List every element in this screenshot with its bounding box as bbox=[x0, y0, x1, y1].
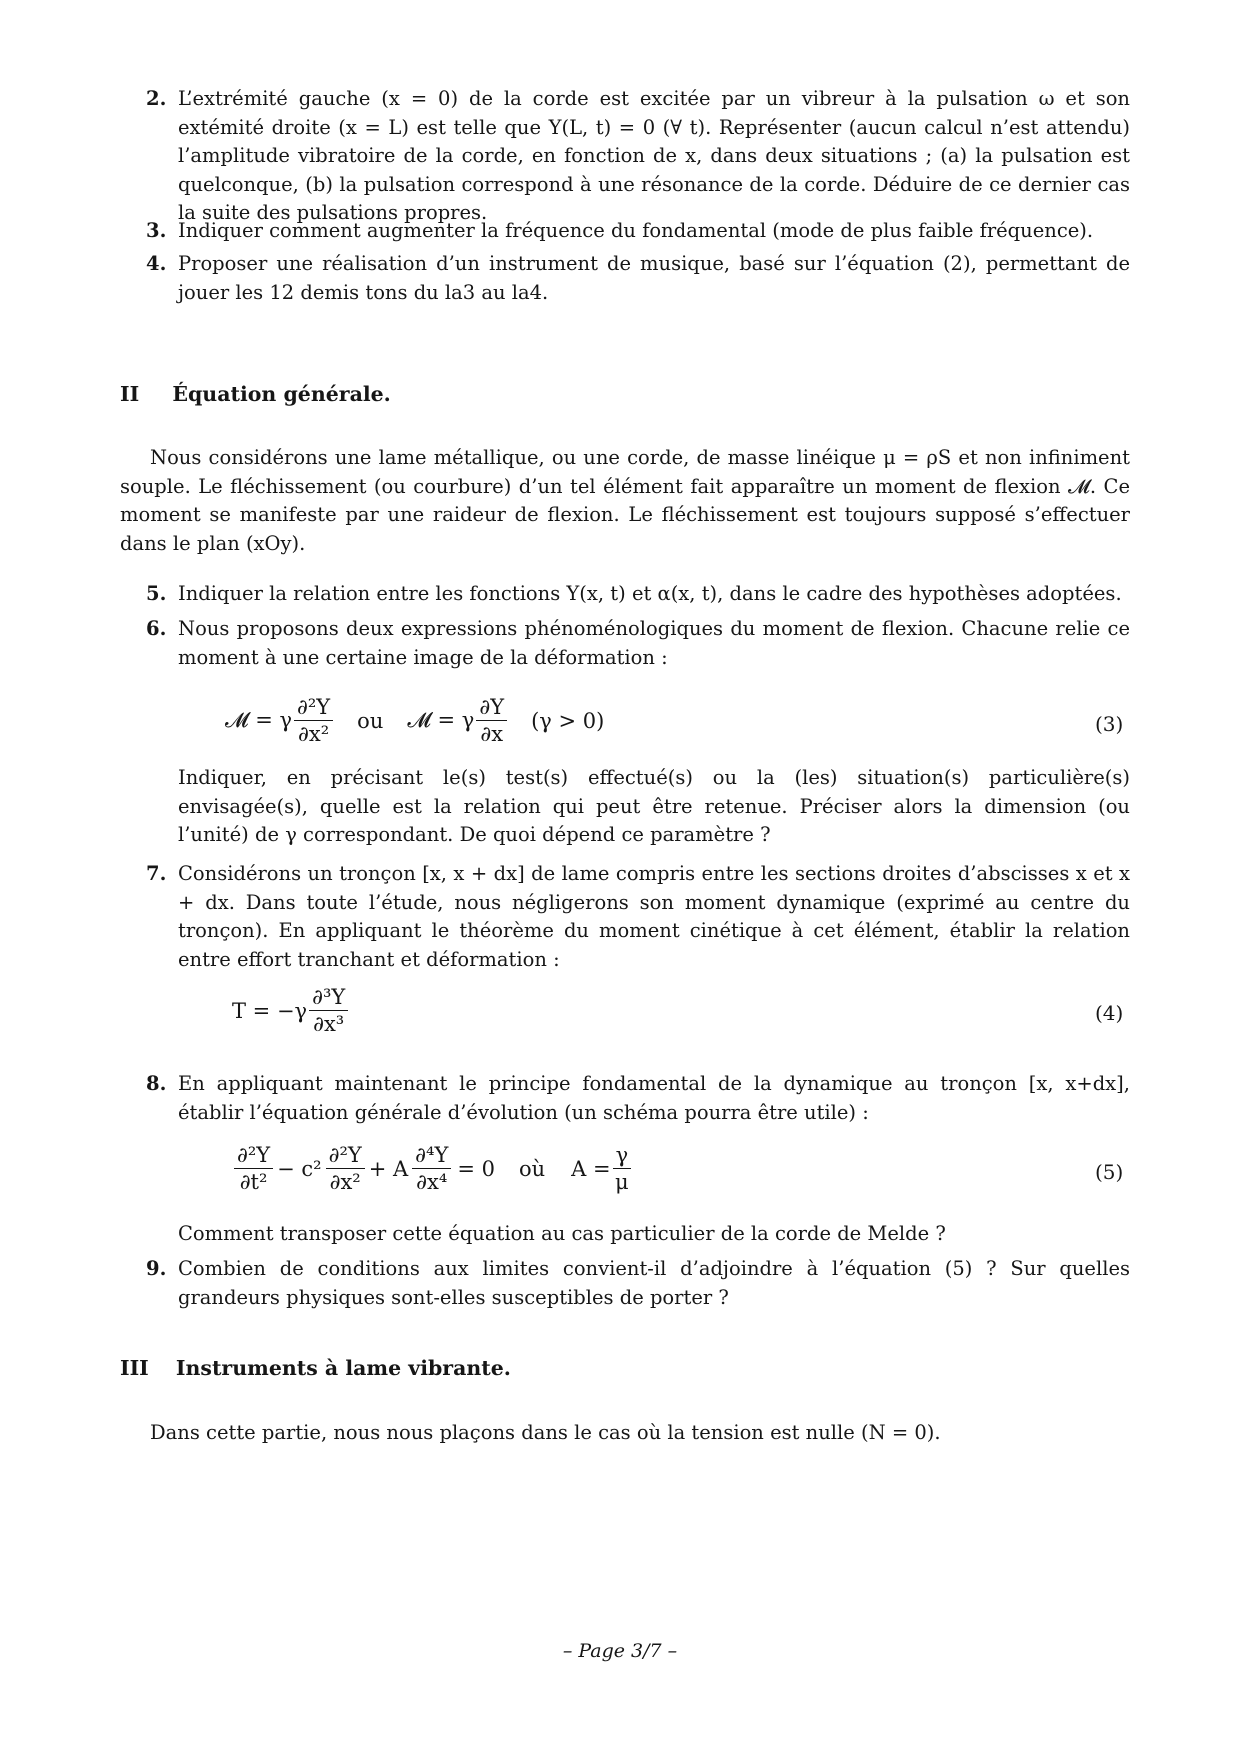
question-number: 9. bbox=[146, 1257, 167, 1280]
question-6-followup bbox=[146, 764, 1130, 850]
numerator: ∂²Y bbox=[294, 695, 333, 721]
eq-separator: ou bbox=[357, 708, 384, 733]
question-text: Indiquer comment augmenter la fréquence du fondamental (mode de plus faible fréquence). bbox=[178, 219, 1094, 242]
equation-3 bbox=[225, 695, 604, 746]
question-text: En appliquant maintenant le principe fondamental de la dynamique au tronçon [x, x+dx], établir l’équation générale d’évolution (un schéma pourra être utile) : bbox=[178, 1072, 1130, 1124]
page-footer: – Page 3/7 – bbox=[562, 1640, 678, 1662]
question-number: 4. bbox=[146, 252, 167, 275]
equation-4 bbox=[232, 985, 350, 1036]
question-number: 5. bbox=[146, 582, 167, 605]
section-number: III bbox=[120, 1356, 149, 1380]
fraction bbox=[309, 985, 348, 1036]
section-title: Instruments à lame vibrante. bbox=[175, 1356, 511, 1380]
numerator: ∂⁴Y bbox=[412, 1143, 451, 1169]
eq-operator: − c² bbox=[277, 1156, 322, 1181]
question-2 bbox=[146, 85, 1130, 228]
question-text: L’extrémité gauche (x = 0) de la corde est excitée par un vibreur à la pulsation ω et son extémité droite (x = L) est telle que Y(L, t) = 0 (∀ t). Représenter (aucun calcul n’est attendu) l’amplitude vibratoire de la corde, en fonction de x, dans deux situations ; (a) la pulsation est quelconque, (b) la pulsation correspond à une résonance de la corde. Déduire de ce dernier cas la suite des pulsations propres. bbox=[178, 87, 1130, 224]
question-text: Indiquer, en précisant le(s) test(s) effectué(s) ou la (les) situation(s) particulière(s) envisagée(s), quelle est la relation qui peut être retenue. Préciser alors la dimension (ou l’unité) de γ correspondant. De quoi dépend ce paramètre ? bbox=[178, 766, 1130, 846]
fraction bbox=[412, 1143, 451, 1194]
denominator: ∂t² bbox=[239, 1170, 268, 1194]
eq-separator: où bbox=[518, 1156, 546, 1181]
section-heading-3 bbox=[120, 1356, 511, 1380]
eq-lhs: 𝓜 = γ bbox=[225, 708, 293, 732]
question-text: Combien de conditions aux limites convient-il d’adjoindre à l’équation (5) ? Sur quelles grandeurs physiques sont-elles susceptibles de porter ? bbox=[178, 1257, 1130, 1309]
question-8-followup bbox=[146, 1220, 1130, 1249]
denominator: ∂x bbox=[480, 722, 504, 746]
question-4 bbox=[146, 250, 1130, 307]
numerator: ∂³Y bbox=[309, 985, 348, 1011]
equation-number-5: (5) bbox=[1095, 1160, 1124, 1184]
fraction bbox=[476, 695, 507, 746]
fraction bbox=[326, 1143, 365, 1194]
question-text: Nous proposons deux expressions phénoménologiques du moment de flexion. Chacune relie ce moment à une certaine image de la déformation : bbox=[178, 617, 1130, 669]
question-text: Comment transposer cette équation au cas particulier de la corde de Melde ? bbox=[178, 1222, 946, 1245]
eq-operator: + A bbox=[368, 1156, 409, 1181]
question-number: 7. bbox=[146, 862, 167, 885]
equation-number-4: (4) bbox=[1095, 1001, 1124, 1025]
question-number: 8. bbox=[146, 1072, 167, 1095]
section-heading-2 bbox=[120, 382, 391, 406]
denominator: ∂x² bbox=[298, 722, 330, 746]
denominator: ∂x⁴ bbox=[416, 1170, 448, 1194]
question-number: 2. bbox=[146, 87, 167, 110]
numerator: ∂²Y bbox=[234, 1143, 273, 1169]
eq-lhs: A = bbox=[571, 1156, 611, 1181]
question-text: Proposer une réalisation d’un instrument de musique, basé sur l’équation (2), permettant de jouer les 12 demis tons du la3 au la4. bbox=[178, 252, 1130, 304]
question-7 bbox=[146, 860, 1130, 974]
numerator: ∂Y bbox=[476, 695, 507, 721]
fraction bbox=[294, 695, 333, 746]
question-5 bbox=[146, 580, 1130, 609]
eq-operator: = 0 bbox=[457, 1156, 495, 1181]
question-text: Considérons un tronçon [x, x + dx] de lame compris entre les sections droites d’abscisses x et x + dx. Dans toute l’étude, nous négligerons son moment dynamique (exprimé au centre du tronçon). En appliquant le théorème du moment cinétique à cet élément, établir la relation entre effort tranchant et déformation : bbox=[178, 862, 1130, 971]
equation-5 bbox=[232, 1143, 633, 1194]
question-8 bbox=[146, 1070, 1130, 1127]
fraction bbox=[613, 1143, 632, 1194]
section-2-intro: Nous considérons une lame métallique, ou une corde, de masse linéique μ = ρS et non infiniment souple. Le fléchissement (ou courbure) d’un tel élément fait apparaître un moment de flexion 𝓜. Ce moment se manifeste par une raideur de flexion. Le fléchissement est toujours supposé s’effectuer dans le plan (xOy). bbox=[120, 446, 1130, 555]
section-number: II bbox=[120, 382, 140, 406]
section-title: Équation générale. bbox=[172, 382, 391, 406]
eq-lhs: T = −γ bbox=[232, 998, 308, 1023]
fraction bbox=[234, 1143, 273, 1194]
question-3 bbox=[146, 217, 1130, 246]
section-3-intro: Dans cette partie, nous nous plaçons dans le cas où la tension est nulle (N = 0). bbox=[150, 1421, 941, 1444]
denominator: ∂x² bbox=[329, 1170, 361, 1194]
numerator: ∂²Y bbox=[326, 1143, 365, 1169]
question-6 bbox=[146, 615, 1130, 672]
numerator: γ bbox=[613, 1143, 632, 1169]
eq-condition: (γ > 0) bbox=[531, 708, 605, 733]
denominator: μ bbox=[615, 1170, 629, 1194]
denominator: ∂x³ bbox=[313, 1012, 345, 1036]
question-9 bbox=[146, 1255, 1130, 1312]
question-number: 6. bbox=[146, 617, 167, 640]
equation-number-3: (3) bbox=[1095, 712, 1124, 736]
question-text: Indiquer la relation entre les fonctions Y(x, t) et α(x, t), dans le cadre des hypothèses adoptées. bbox=[178, 582, 1122, 605]
eq-lhs: 𝓜 = γ bbox=[407, 708, 475, 732]
question-number: 3. bbox=[146, 219, 167, 242]
